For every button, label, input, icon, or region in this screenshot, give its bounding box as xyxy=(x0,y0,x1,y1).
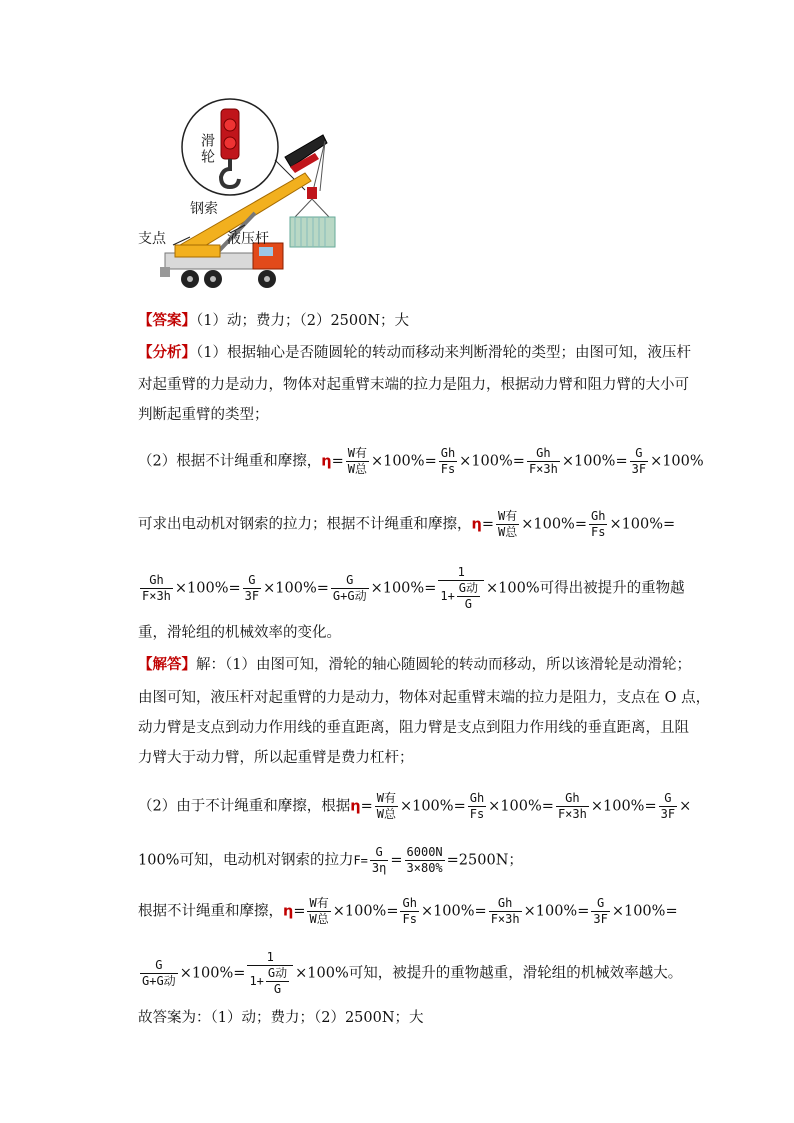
label-hydraulic: 液压杆 xyxy=(227,231,269,247)
analysis-line-1: 【分析】（1）根据轴心是否随圆轮的转动而移动来判断滑轮的类型；由图可知，液压杆 xyxy=(138,344,691,361)
answer-text: （1）动；费力；（2）2500N；大 xyxy=(196,313,410,329)
label-pulley: 滑轮 xyxy=(199,133,215,165)
crane-figure xyxy=(135,95,435,295)
frac-nested: 1 1+ $\frac{\text{G动}}{G}$ xyxy=(438,565,484,612)
frac-g-3f: $\frac{G}{3F}$ xyxy=(631,446,647,476)
analysis-line-2: 对起重臂的力是动力，物体对起重臂末端的拉力是阻力，根据动力臂和阻力臂的大小可 xyxy=(138,377,689,393)
frac-gh-fs: $\frac{Gh}{Fs}$ xyxy=(440,446,456,476)
solution-tag: 【解答】 xyxy=(138,656,196,673)
solution-line-1: 【解答】解：（1）由图可知，滑轮的轴心随圆轮的转动而移动，所以该滑轮是动滑轮； xyxy=(138,656,691,673)
answer-tag: 【答案】 xyxy=(138,312,196,329)
crane-illustration xyxy=(135,95,435,295)
solution-formula-3: 根据不计绳重和摩擦，η= $\frac{\text{W有}}{\text{W总}}$ ×100%= $\frac{Gh}{Fs}$ ×100%= $\frac{Gh}{F\times 3h}$ ×100%= $\frac{G}{3F}$ ×100%= xyxy=(138,896,678,926)
solution-formula-2: 100%可知，电动机对钢索的拉力F= $\frac{G}{3\eta}$ = $\frac{6000N}{3\times 80\%}$ =2500N； xyxy=(138,845,523,875)
solution-formula-4: $\frac{G}{\text{G+G动}}$ ×100%= 1 1+ $\frac{\text{G动}}{G}$ ×100%可知，被提升的重物越重，滑轮组的机械效率越大。 xyxy=(142,950,683,996)
solution-line-3: 动力臂是支点到动力作用线的垂直距离，阻力臂是支点到阻力作用线的垂直距离，且阻 xyxy=(138,720,689,736)
solution-formula-1: （2）由于不计绳重和摩擦，根据η= $\frac{\text{W有}}{\text{W总}}$ ×100%= $\frac{Gh}{Fs}$ ×100%= $\frac{Gh}{F\times 3h}$ ×100%= $\frac{G}{3F}$ × xyxy=(138,791,692,821)
final-answer-line: 故答案为：（1）动；费力；（2）2500N；大 xyxy=(138,1010,424,1026)
pulley-icon xyxy=(221,109,239,159)
frac-w: $\frac{\text{W有}}{\text{W总}}$ xyxy=(347,446,367,476)
analysis-formula-3: $\frac{Gh}{F\times 3h}$ ×100%= $\frac{G}{3F}$ ×100%= $\frac{G}{\text{G+G动}}$ ×100%= 1 1+ $\frac{\text{G动}}{G}$ ×100%可得出被提升的重物越 xyxy=(142,565,685,611)
analysis-formula-2: 可求出电动机对钢索的拉力；根据不计绳重和摩擦，η= $\frac{\text{W有}}{\text{W总}}$ ×100%= $\frac{Gh}{Fs}$ ×100%= xyxy=(138,509,676,539)
label-cable: 钢索 xyxy=(190,201,218,217)
label-fulcrum: 支点 xyxy=(138,231,166,247)
frac-gh-f3h: $\frac{Gh}{F\times 3h}$ xyxy=(528,446,558,476)
solution-line-4: 力臂大于动力臂，所以起重臂是费力杠杆； xyxy=(138,750,414,766)
analysis-line-5: 重，滑轮组的机械效率的变化。 xyxy=(138,625,341,641)
answer-line xyxy=(138,311,678,331)
solution-line-2: 由图可知，液压杆对起重臂的力是动力，物体对起重臂末端的拉力是阻力，支点在 O 点， xyxy=(138,690,711,706)
analysis-formula-1: （2）根据不计绳重和摩擦，η= $\frac{\text{W有}}{\text{W总}}$ ×100%= $\frac{Gh}{Fs}$ ×100%= $\frac{Gh}{F\times 3h}$ ×100%= $\frac{G}{3F}$ ×100% xyxy=(138,446,704,476)
analysis-tag: 【分析】 xyxy=(138,344,196,361)
analysis-line-3: 判断起重臂的类型； xyxy=(138,407,269,423)
